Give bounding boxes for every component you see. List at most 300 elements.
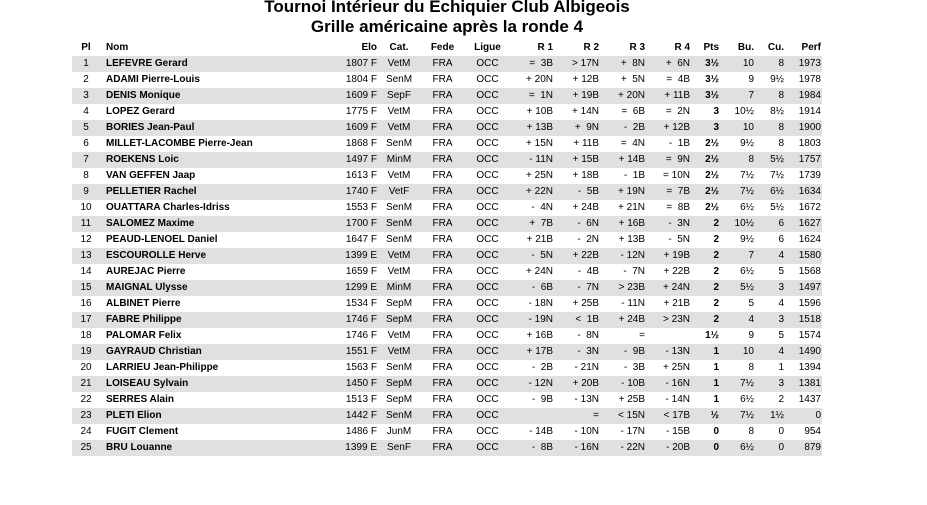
- cell-rank: 25: [80, 442, 92, 453]
- cell-round-4: - 1B: [668, 138, 690, 149]
- cell-cumulative: 5: [778, 330, 784, 341]
- cell-name: MILLET-LACOMBE Pierre-Jean: [106, 138, 253, 149]
- cell-rank: 10: [80, 202, 92, 213]
- cell-league: OCC: [476, 314, 499, 325]
- cell-performance: 1394: [798, 362, 821, 373]
- cell-performance: 1672: [798, 202, 821, 213]
- cell-federation: FRA: [432, 138, 453, 149]
- table-row: [72, 136, 822, 152]
- cell-federation: FRA: [432, 394, 453, 405]
- cell-elo: 1609 F: [345, 90, 377, 101]
- cell-category: SenM: [385, 74, 413, 85]
- cell-round-1: - 2B: [531, 362, 553, 373]
- cell-points: 3: [713, 106, 719, 117]
- cell-performance: 879: [804, 442, 821, 453]
- cell-round-2: - 7N: [577, 282, 599, 293]
- header-points: Pts: [703, 42, 719, 53]
- cell-federation: FRA: [432, 74, 453, 85]
- cell-rank: 5: [83, 122, 89, 133]
- cell-round-1: + 10B: [526, 106, 553, 117]
- cell-category: VetM: [387, 122, 411, 133]
- cell-elo: 1399 E: [345, 250, 377, 261]
- header-round-1: R 1: [537, 42, 553, 53]
- cell-category: SenM: [385, 202, 413, 213]
- cell-points: 2½: [705, 154, 719, 165]
- cell-round-3: - 11N: [621, 298, 645, 309]
- cell-performance: 1497: [798, 282, 821, 293]
- cell-elo: 1399 E: [345, 442, 377, 453]
- cell-rank: 13: [80, 250, 92, 261]
- cell-league: OCC: [476, 378, 499, 389]
- cell-round-2: - 8N: [577, 330, 599, 341]
- cell-round-2: < 1B: [575, 314, 599, 325]
- cell-rank: 14: [80, 266, 92, 277]
- table-row: [72, 344, 822, 360]
- cell-rank: 1: [83, 58, 89, 69]
- cell-performance: 1739: [798, 170, 821, 181]
- cell-performance: 0: [815, 410, 821, 421]
- cell-buchholz: 8: [748, 426, 754, 437]
- cell-buchholz: 10: [742, 346, 754, 357]
- cell-cumulative: 1½: [770, 410, 784, 421]
- cell-cumulative: 4: [778, 346, 784, 357]
- cell-elo: 1740 F: [345, 186, 377, 197]
- cell-federation: FRA: [432, 298, 453, 309]
- cell-round-1: - 12N: [528, 378, 553, 389]
- cell-cumulative: 8: [778, 58, 784, 69]
- cell-rank: 16: [80, 298, 92, 309]
- cell-points: 2: [713, 298, 719, 309]
- cell-round-1: + 22N: [526, 186, 553, 197]
- table-row: [72, 392, 822, 408]
- table-row: [72, 376, 822, 392]
- cell-cumulative: 3: [778, 314, 784, 325]
- cell-category: SenF: [387, 442, 411, 453]
- cell-points: 2: [713, 250, 719, 261]
- cell-rank: 23: [80, 410, 92, 421]
- cell-round-1: + 15N: [526, 138, 553, 149]
- cell-round-3: - 12N: [620, 250, 645, 261]
- cell-round-2: + 22B: [572, 250, 599, 261]
- cell-federation: FRA: [432, 426, 453, 437]
- cell-elo: 1613 F: [345, 170, 377, 181]
- cell-round-4: - 15B: [666, 426, 690, 437]
- table-row: [72, 232, 822, 248]
- cell-category: SepM: [385, 298, 413, 309]
- cell-round-4: = 8B: [666, 202, 690, 213]
- cell-league: OCC: [476, 346, 499, 357]
- cell-round-3: + 20N: [618, 90, 645, 101]
- cell-buchholz: 9: [748, 74, 754, 85]
- header-performance: Perf: [801, 42, 821, 53]
- cell-round-1: - 5N: [531, 250, 553, 261]
- cell-round-4: - 14N: [665, 394, 690, 405]
- cell-elo: 1700 F: [345, 218, 377, 229]
- table-row: [72, 216, 822, 232]
- cell-round-3: + 21N: [618, 202, 645, 213]
- cell-round-3: = 6B: [621, 106, 645, 117]
- cell-buchholz: 6½: [740, 202, 754, 213]
- cell-category: SepM: [385, 394, 413, 405]
- cell-round-2: - 21N: [574, 362, 599, 373]
- cell-league: OCC: [476, 298, 499, 309]
- cell-rank: 15: [80, 282, 92, 293]
- cell-league: OCC: [476, 362, 499, 373]
- cell-federation: FRA: [432, 170, 453, 181]
- cell-points: 1: [713, 378, 719, 389]
- cell-round-1: = 1N: [528, 90, 553, 101]
- cell-round-3: - 3B: [623, 362, 645, 373]
- cell-buchholz: 6½: [740, 266, 754, 277]
- cell-elo: 1647 F: [345, 234, 377, 245]
- cell-performance: 1574: [798, 330, 821, 341]
- table-row: [72, 408, 822, 424]
- cell-points: 1: [713, 394, 719, 405]
- cell-category: VetM: [387, 330, 411, 341]
- cell-buchholz: 5½: [740, 282, 754, 293]
- cell-performance: 1627: [798, 218, 821, 229]
- cell-cumulative: 5: [778, 266, 784, 277]
- cell-rank: 21: [80, 378, 92, 389]
- cell-points: 0: [713, 442, 719, 453]
- cell-league: OCC: [476, 106, 499, 117]
- cell-elo: 1513 F: [345, 394, 377, 405]
- table-row: [72, 72, 822, 88]
- cell-league: OCC: [476, 138, 499, 149]
- cell-round-2: - 4B: [577, 266, 599, 277]
- cell-round-3: > 23B: [618, 282, 645, 293]
- cell-cumulative: 6½: [770, 186, 784, 197]
- cell-points: 1: [713, 346, 719, 357]
- cell-federation: FRA: [432, 58, 453, 69]
- cell-name: PLETI Elion: [106, 410, 162, 421]
- cell-points: 2: [713, 234, 719, 245]
- cell-round-4: + 6N: [665, 58, 690, 69]
- cell-league: OCC: [476, 394, 499, 405]
- header-category: Cat.: [389, 42, 409, 53]
- cell-federation: FRA: [432, 410, 453, 421]
- cell-federation: FRA: [432, 106, 453, 117]
- cell-federation: FRA: [432, 442, 453, 453]
- table-row: [72, 152, 822, 168]
- cell-name: SERRES Alain: [106, 394, 174, 405]
- cell-rank: 18: [80, 330, 92, 341]
- cell-league: OCC: [476, 442, 499, 453]
- cell-performance: 1634: [798, 186, 821, 197]
- cell-cumulative: 5½: [770, 202, 784, 213]
- cell-name: MAIGNAL Ulysse: [106, 282, 188, 293]
- cell-performance: 954: [804, 426, 821, 437]
- cell-rank: 11: [80, 218, 92, 229]
- table-row: [72, 264, 822, 280]
- table-row: [72, 328, 822, 344]
- cell-round-4: - 20B: [666, 442, 690, 453]
- cell-elo: 1442 F: [345, 410, 377, 421]
- table-row: [72, 200, 822, 216]
- header-rank: Pl: [81, 42, 91, 53]
- cell-performance: 1580: [798, 250, 821, 261]
- cell-round-4: + 21B: [663, 298, 690, 309]
- cell-round-2: - 5B: [577, 186, 599, 197]
- cell-round-4: - 16N: [665, 378, 690, 389]
- cell-buchholz: 9: [748, 330, 754, 341]
- cell-points: 2: [713, 314, 719, 325]
- cell-performance: 1978: [798, 74, 821, 85]
- cell-cumulative: 4: [778, 298, 784, 309]
- cell-round-3: + 25B: [618, 394, 645, 405]
- cell-rank: 6: [83, 138, 89, 149]
- cell-elo: 1450 F: [345, 378, 377, 389]
- cell-buchholz: 7: [748, 250, 754, 261]
- cell-cumulative: 8: [778, 90, 784, 101]
- cell-round-1: + 20N: [526, 74, 553, 85]
- cell-round-3: =: [639, 330, 645, 341]
- cell-points: 2½: [705, 138, 719, 149]
- cell-round-1: + 21B: [526, 234, 553, 245]
- cell-performance: 1900: [798, 122, 821, 133]
- cell-round-3: < 15N: [618, 410, 645, 421]
- cell-buchholz: 6½: [740, 394, 754, 405]
- cell-category: SepF: [387, 90, 411, 101]
- cell-buchholz: 7½: [740, 170, 754, 181]
- standings-table: [72, 40, 822, 456]
- cell-points: 2: [713, 266, 719, 277]
- cell-rank: 4: [83, 106, 89, 117]
- cell-league: OCC: [476, 218, 499, 229]
- cell-performance: 1596: [798, 298, 821, 309]
- cell-elo: 1746 F: [345, 330, 377, 341]
- cell-name: SALOMEZ Maxime: [106, 218, 195, 229]
- cell-elo: 1659 F: [345, 266, 377, 277]
- cell-points: 2: [713, 282, 719, 293]
- cell-round-4: - 3N: [668, 218, 690, 229]
- cell-elo: 1868 F: [345, 138, 377, 149]
- cell-round-2: + 14N: [572, 106, 599, 117]
- cell-elo: 1775 F: [345, 106, 377, 117]
- cell-buchholz: 7½: [740, 410, 754, 421]
- cell-round-1: + 17B: [526, 346, 553, 357]
- cell-name: PALOMAR Felix: [106, 330, 182, 341]
- cell-points: ½: [710, 410, 719, 421]
- cell-name: PEAUD-LENOEL Daniel: [106, 234, 218, 245]
- cell-elo: 1534 F: [345, 298, 377, 309]
- header-federation: Fede: [430, 42, 455, 53]
- cell-round-4: > 23N: [663, 314, 690, 325]
- cell-performance: 1624: [798, 234, 821, 245]
- cell-category: VetM: [387, 250, 411, 261]
- header-elo: Elo: [361, 42, 377, 53]
- cell-round-2: + 18B: [572, 170, 599, 181]
- cell-name: VAN GEFFEN Jaap: [106, 170, 196, 181]
- cell-federation: FRA: [432, 362, 453, 373]
- cell-buchholz: 10½: [734, 106, 754, 117]
- cell-round-3: + 13B: [618, 234, 645, 245]
- cell-cumulative: 8½: [770, 106, 784, 117]
- cell-round-1: = 3B: [529, 58, 553, 69]
- table-row: [72, 280, 822, 296]
- cell-league: OCC: [476, 282, 499, 293]
- cell-points: 2½: [705, 202, 719, 213]
- cell-round-4: < 17B: [663, 410, 690, 421]
- cell-federation: FRA: [432, 346, 453, 357]
- cell-rank: 17: [80, 314, 92, 325]
- cell-category: SenM: [385, 234, 413, 245]
- cell-federation: FRA: [432, 330, 453, 341]
- cell-performance: 1803: [798, 138, 821, 149]
- cell-round-3: = 4N: [620, 138, 645, 149]
- cell-league: OCC: [476, 58, 499, 69]
- table-row: [72, 296, 822, 312]
- cell-buchholz: 4: [748, 314, 754, 325]
- cell-rank: 22: [80, 394, 92, 405]
- table-header: [72, 40, 822, 56]
- cell-league: OCC: [476, 154, 499, 165]
- cell-federation: FRA: [432, 202, 453, 213]
- cell-round-3: - 10B: [621, 378, 645, 389]
- cell-round-1: - 14B: [529, 426, 553, 437]
- cell-category: VetM: [387, 346, 411, 357]
- table-row: [72, 56, 822, 72]
- cell-round-2: - 13N: [574, 394, 599, 405]
- table-row: [72, 184, 822, 200]
- cell-name: LARRIEU Jean-Philippe: [106, 362, 219, 373]
- cell-federation: FRA: [432, 234, 453, 245]
- header-cumulative: Cu.: [767, 42, 784, 53]
- cell-elo: 1551 F: [345, 346, 377, 357]
- table-row: [72, 312, 822, 328]
- cell-category: SenM: [385, 410, 413, 421]
- cell-name: ROEKENS Loic: [106, 154, 179, 165]
- cell-buchholz: 9½: [740, 234, 754, 245]
- cell-cumulative: 7½: [770, 170, 784, 181]
- cell-buchholz: 7: [748, 90, 754, 101]
- cell-name: FABRE Philippe: [106, 314, 182, 325]
- cell-round-3: - 9B: [623, 346, 645, 357]
- cell-round-1: - 4N: [531, 202, 553, 213]
- cell-name: AUREJAC Pierre: [106, 266, 186, 277]
- grid-subtitle: Grille américaine après la ronde 4: [310, 17, 584, 36]
- cell-performance: 1437: [798, 394, 821, 405]
- cell-round-4: + 12B: [663, 122, 690, 133]
- cell-name: DENIS Monique: [106, 90, 181, 101]
- cell-federation: FRA: [432, 90, 453, 101]
- cell-cumulative: 3: [778, 282, 784, 293]
- cell-category: VetM: [387, 170, 411, 181]
- cell-federation: FRA: [432, 186, 453, 197]
- cell-league: OCC: [476, 330, 499, 341]
- cell-buchholz: 9½: [740, 138, 754, 149]
- table-row: [72, 104, 822, 120]
- cell-league: OCC: [476, 90, 499, 101]
- cell-round-4: [646, 328, 691, 344]
- cell-cumulative: 6: [778, 218, 784, 229]
- cell-name: PELLETIER Rachel: [106, 186, 197, 197]
- cell-rank: 9: [83, 186, 89, 197]
- cell-round-4: + 11B: [664, 90, 690, 101]
- cell-buchholz: 10: [742, 58, 754, 69]
- cell-points: 3½: [705, 74, 719, 85]
- cell-round-2: > 17N: [572, 58, 599, 69]
- cell-federation: FRA: [432, 266, 453, 277]
- cell-elo: 1609 F: [345, 122, 377, 133]
- cell-name: GAYRAUD Christian: [106, 346, 202, 357]
- table-row: [72, 120, 822, 136]
- cell-round-2: - 6N: [577, 218, 599, 229]
- cell-points: 0: [713, 426, 719, 437]
- cell-category: SenM: [385, 138, 413, 149]
- cell-rank: 20: [80, 362, 92, 373]
- cell-buchholz: 5: [748, 298, 754, 309]
- cell-round-3: + 8N: [620, 58, 645, 69]
- cell-cumulative: 9½: [770, 74, 784, 85]
- cell-league: OCC: [476, 74, 499, 85]
- cell-round-1: [510, 408, 554, 424]
- cell-points: 2: [713, 218, 719, 229]
- cell-rank: 8: [83, 170, 89, 181]
- cell-points: 3: [713, 122, 719, 133]
- cell-round-3: + 16B: [618, 218, 645, 229]
- cell-cumulative: 5½: [770, 154, 784, 165]
- cell-cumulative: 0: [778, 442, 784, 453]
- cell-round-3: - 7N: [623, 266, 645, 277]
- table-row: [72, 88, 822, 104]
- cell-round-1: - 6B: [531, 282, 553, 293]
- cell-name: BRU Louanne: [106, 442, 173, 453]
- cell-performance: 1381: [798, 378, 821, 389]
- cell-federation: FRA: [432, 282, 453, 293]
- cell-rank: 7: [83, 154, 89, 165]
- cell-round-4: - 5N: [668, 234, 690, 245]
- cell-cumulative: 4: [778, 250, 784, 261]
- cell-points: 1½: [705, 330, 719, 341]
- table-row: [72, 248, 822, 264]
- cell-round-4: = 2N: [665, 106, 690, 117]
- cell-category: JunM: [386, 426, 412, 437]
- cell-federation: FRA: [432, 218, 453, 229]
- cell-elo: 1299 E: [345, 282, 377, 293]
- cell-rank: 2: [83, 74, 89, 85]
- cell-round-3: + 14B: [618, 154, 645, 165]
- cell-name: ALBINET Pierre: [106, 298, 181, 309]
- cell-elo: 1807 F: [345, 58, 377, 69]
- cell-league: OCC: [476, 186, 499, 197]
- cell-round-1: - 8B: [531, 442, 553, 453]
- cell-name: OUATTARA Charles-Idriss: [106, 202, 230, 213]
- cell-category: SepM: [385, 378, 413, 389]
- cell-round-3: + 19N: [618, 186, 645, 197]
- cell-round-4: = 10N: [663, 170, 690, 181]
- cell-round-2: - 3N: [577, 346, 599, 357]
- cell-elo: 1553 F: [345, 202, 377, 213]
- cell-league: OCC: [476, 410, 499, 421]
- cell-elo: 1746 F: [345, 314, 377, 325]
- cell-round-2: - 10N: [574, 426, 599, 437]
- cell-league: OCC: [476, 426, 499, 437]
- cell-round-2: - 16N: [574, 442, 599, 453]
- header-round-2: R 2: [583, 42, 599, 53]
- cell-cumulative: 6: [778, 234, 784, 245]
- cell-federation: FRA: [432, 122, 453, 133]
- cell-round-1: + 25N: [526, 170, 553, 181]
- cell-category: SenM: [385, 362, 413, 373]
- cell-cumulative: 2: [778, 394, 784, 405]
- cell-buchholz: 10: [742, 122, 754, 133]
- table-row: [72, 168, 822, 184]
- cell-round-3: - 2B: [623, 122, 645, 133]
- cell-buchholz: 8: [748, 362, 754, 373]
- cell-rank: 24: [80, 426, 92, 437]
- cell-name: FUGIT Clement: [106, 426, 179, 437]
